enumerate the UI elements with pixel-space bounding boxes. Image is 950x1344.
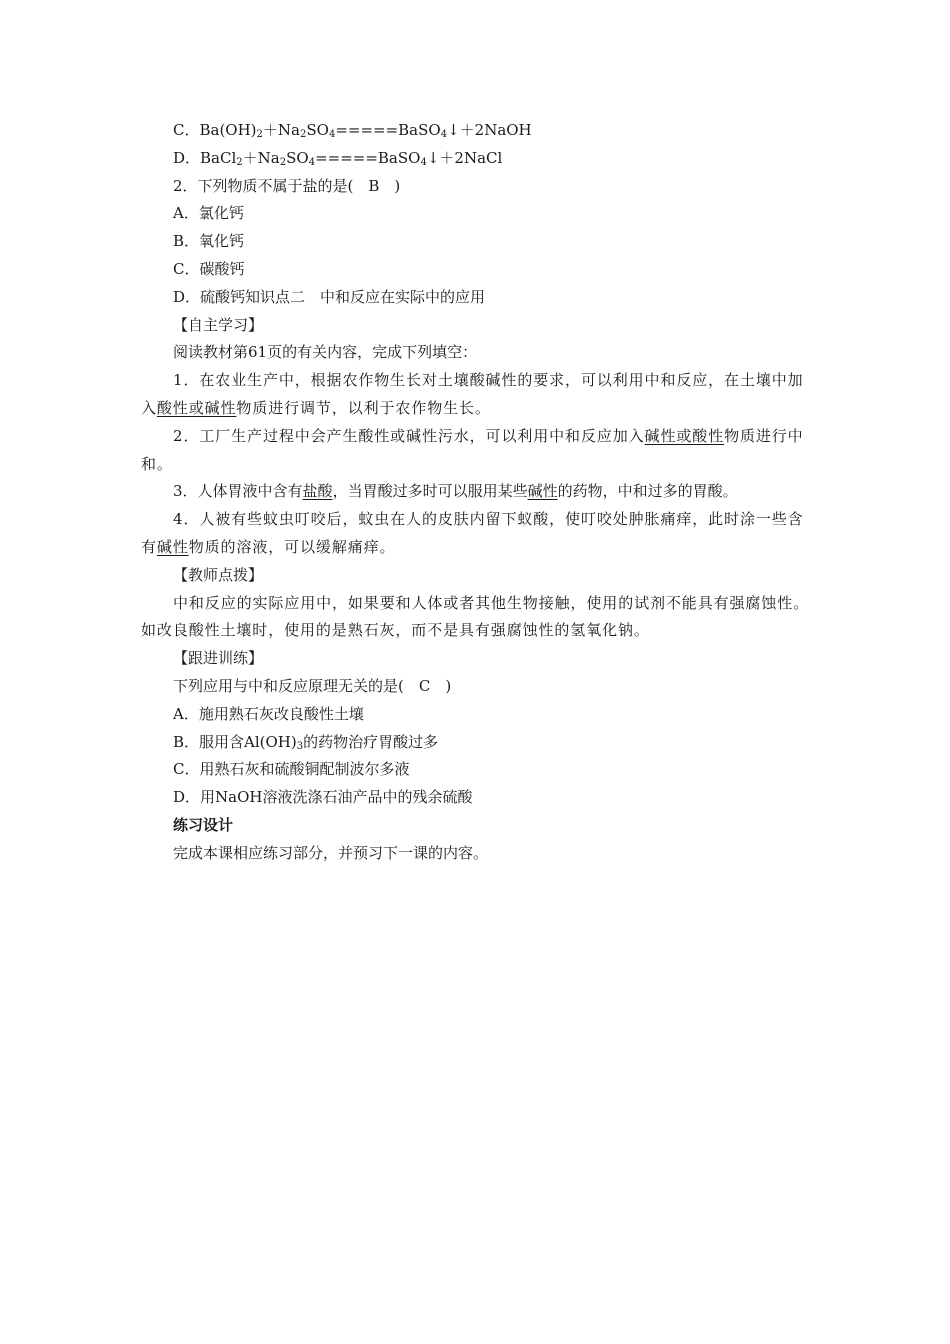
answer-blank: 碱性 (156, 537, 189, 556)
follow-up-question: 下列应用与中和反应原理无关的是( C ) (173, 676, 452, 695)
section-heading-teacher: 【教师点拨】 (173, 565, 264, 584)
follow-up-option-c: C．用熟石灰和硫酸铜配制波尔多液 (173, 760, 410, 779)
question-2-option-d: D．硫酸钙知识点二 中和反应在实际中的应用 (173, 287, 486, 306)
practice-instruction: 完成本课相应练习部分，并预习下一课的内容。 (173, 843, 489, 862)
section-heading-self-study: 【自主学习】 (173, 315, 264, 334)
follow-up-option-d: D．用NaOH溶液洗涤石油产品中的残余硫酸 (173, 788, 473, 807)
question-2-option-c: C．碳酸钙 (173, 259, 245, 278)
answer-blank: 碱性或酸性 (644, 426, 725, 445)
reading-instruction: 阅读教材第61页的有关内容，完成下列填空： (173, 343, 478, 362)
option-c-equation: C．$Ba(OH)_2+Na_2SO_4=====BaSO_4↓+2NaOH$ (173, 121, 532, 140)
fill-item-2: 2．工厂生产过程中会产生酸性或碱性污水，可以利用中和反应加入碱性或酸性物质进行中和。 (141, 426, 804, 473)
section-heading-follow-up: 【跟进训练】 (173, 649, 264, 668)
follow-up-option-b: B．服用含$Al(OH)_3$的药物治疗胃酸过多 (173, 732, 439, 752)
fill-item-3: 3．人体胃液中含有盐酸，当胃酸过多时可以服用某些碱性的药物，中和过多的胃酸。 (173, 482, 738, 501)
teacher-explanation: 中和反应的实际应用中，如果要和人体或者其他生物接触，使用的试剂不能具有强腐蚀性。如改良酸性土壤时，使用的是熟石灰，而不是具有强腐蚀性的氢氧化钠。 (141, 593, 810, 640)
fill-item-1: 1．在农业生产中，根据农作物生长对土壤酸碱性的要求，可以利用中和反应，在土壤中加入酸性或碱性物质进行调节，以利于农作物生长。 (141, 371, 804, 417)
document-body (141, 117, 811, 868)
answer-blank: 碱性 (527, 482, 558, 501)
question-2-option-b: B．氧化钙 (173, 232, 245, 251)
question-2-option-a: A．氯化钙 (173, 204, 244, 223)
answer-blank: 盐酸 (302, 482, 333, 501)
fill-item-4: 4．人被有些蚊虫叮咬后，蚊虫在人的皮肤内留下蚁酸，使叮咬处肿胀痛痒，此时涂一些含有碱性物质的溶液，可以缓解痛痒。 (141, 510, 804, 556)
practice-heading: 练习设计 (173, 815, 234, 834)
follow-up-option-a: A．施用熟石灰改良酸性土壤 (173, 704, 364, 723)
answer-blank: 酸性或碱性 (156, 398, 237, 417)
option-d-equation: D．$BaCl_2+Na_2SO_4=====BaSO_4↓+2NaCl$ (173, 148, 503, 168)
question-2: 2．下列物质不属于盐的是( B ) (173, 176, 401, 195)
